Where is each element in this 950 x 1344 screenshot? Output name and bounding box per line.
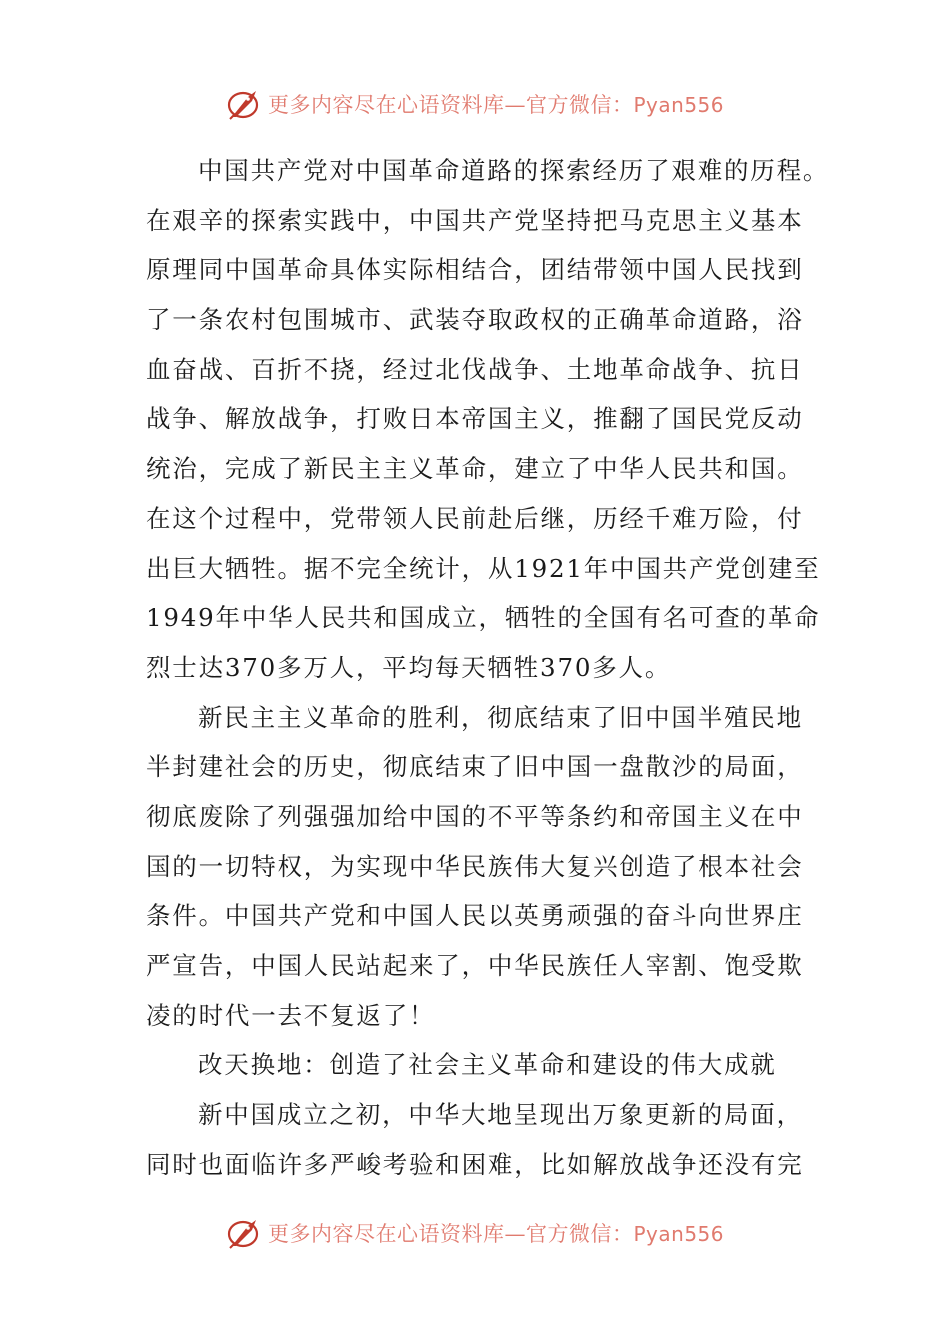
text-line: 了一条农村包围城市、武装夺取政权的正确革命道路，浴 [146,305,804,335]
paragraph [146,693,811,1041]
paragraph [146,1090,811,1189]
wechat-id: Pyan556 [633,1222,724,1246]
text-line: 统治，完成了新民主主义革命，建立了中华人民共和国。 [146,454,804,484]
text-line: 新中国成立之初，中华大地呈现出万象更新的局面， [198,1100,803,1130]
text-line: 原理同中国革命具体实际相结合，团结带领中国人民找到 [146,255,804,285]
header-banner [0,84,950,124]
footer-banner [0,1213,950,1253]
wechat-id: Pyan556 [633,93,724,117]
pen-nib-logo-icon [226,1216,264,1250]
text-line: 条件。中国共产党和中国人民以英勇顽强的奋斗向世界庄 [146,901,804,931]
paragraph [146,146,830,693]
text-line: 出巨大牺牲。据不完全统计，从1921年中国共产党创建至 [146,553,821,583]
text-line: 战争、解放战争，打败日本帝国主义，推翻了国民党反动 [146,404,804,434]
text-line: 在艰辛的探索实践中，中国共产党坚持把马克思主义基本 [146,205,804,235]
banner-text [268,89,724,119]
document-body [146,146,830,1189]
text-line: 血奋战、百折不挠，经过北伐战争、土地革命战争、抗日 [146,354,804,384]
section-heading [146,1040,811,1090]
text-line: 严宣告，中国人民站起来了，中华民族任人宰割、饱受欺 [146,951,804,980]
text-line: 改天换地：创造了社会主义革命和建设的伟大成就 [198,1050,777,1080]
banner-text [268,1218,724,1248]
banner-prefix: 更多内容尽在心语资料库—官方微信： [267,93,634,117]
text-line: 1949年中华人民共和国成立，牺牲的全国有名可查的革命 [146,603,821,633]
text-line: 新民主主义革命的胜利，彻底结束了旧中国半殖民地 [198,702,803,732]
text-line: 国的一切特权，为实现中华民族伟大复兴创造了根本社会 [146,851,804,881]
text-line: 在这个过程中，党带领人民前赴后继，历经千难万险，付 [146,503,804,533]
text-line: 彻底废除了列强强加给中国的不平等条约和帝国主义在中 [146,801,804,831]
text-line: 凌的时代一去不复返了！ [146,1000,436,1030]
text-line: 同时也面临许多严峻考验和困难，比如解放战争还没有完 [146,1149,804,1179]
text-line: 烈士达370多万人，平均每天牺牲370多人。 [146,652,672,682]
text-line: 中国共产党对中国革命道路的探索经历了艰难的历程。 [198,156,830,185]
banner-prefix: 更多内容尽在心语资料库—官方微信： [267,1222,634,1246]
pen-nib-logo-icon [226,87,264,121]
text-line: 半封建社会的历史，彻底结束了旧中国一盘散沙的局面， [146,752,804,782]
